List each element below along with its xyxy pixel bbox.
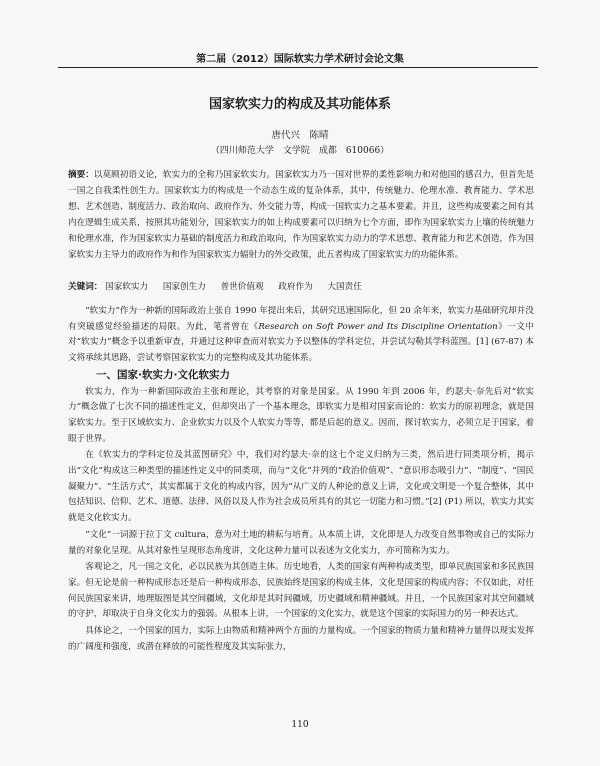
- keyword-item: 国家创生力: [162, 282, 206, 292]
- keywords-label: 关键词：: [68, 282, 103, 292]
- intro-text-part2: 》一文中对“软实力”概念予以重新审查，并通过这种审查而对软实力予以整体的学科定位，并尝试勾勒其学科蓝图。[1] (67-87) 本文将承续其思路，尝试考察国家软实力的完整构成及其功能体系。: [68, 321, 534, 364]
- page-number: 110: [291, 720, 309, 730]
- paper-title: 国家软实力的构成及其功能体系: [208, 97, 391, 112]
- english-book-title: Research on Soft Power and Its Discipline Orientation: [258, 321, 498, 332]
- keyword-item: 国家软实力: [105, 282, 149, 292]
- body-paragraph: 客观论之，凡一国之文化，必以民族为其创造主体。历史地看，人类的国家有两种构成类型，即单民族国家和多民族国家。但无论是前一种构成形态还是后一种构成形态，民族始终是国家的构成主体，文化是国家的构成内容；不仅如此，对任何民族国家来讲，地理版图是其空间疆域，文化却是其时间疆域，历史疆域和精神疆域。并且，一个民族国家对其空间疆域的守护，却取决于自身文化实力的强弱。从根本上讲，一个国家的文化实力，就是这个国家的实际国力的另一种表达式。: [68, 562, 534, 620]
- keyword-item: 政府作为: [278, 282, 313, 292]
- body-paragraph: 软实力，作为一种新国际政治主张和理论，其考察的对象是国家。从 1990 年到 2006 年，约瑟夫·奈先后对“软实力”概念做了七次不同的描述性定义，但却突出了一个基本理念，即软实力是相对国家而论的：软实力的原初理念，就是国家软实力。至于区域软实力、企业软实力以及个人软实力等等，都是后起的意义。因而，探讨软实力，必须立足于国家，着眼于世界。: [68, 386, 534, 444]
- running-head: 第二届（2012）国际软实力学术研讨会论文集: [196, 54, 404, 65]
- keywords: [68, 280, 534, 295]
- author-line: 唐代兴 陈晴: [271, 130, 329, 141]
- body-paragraph: “文化”一词源于拉丁文 cultura，意为对土地的耕耘与培育。从本质上讲，文化即是人力改变自然事物或自己的实际力量的对象化呈现。从其对象性呈现形态角度讲，文化这种力量可以表述为文化实力，亦可简称为实力。: [68, 529, 534, 556]
- keyword-item: 大国责任: [327, 282, 362, 292]
- abstract-text: 以莫顾初语义论，软实力的全称乃国家软实力。国家软实力乃一国对世界的柔性影响力和对他国的感召力，但首先是一国之自我柔性创生力。国家软实力的构成是一个动态生成的复杂体系，其中，传统魅力、伦理水准、教育能力、学术思想、艺术创造、制度活力、政治取向、政府作为、外交能力等，构成一国软实力之基本要素。并且，这些构成要素之间有其内在逻辑生成关系，按照其功能划分，国家软实力的如上构成要素可以归纳为七个方面，即作为国家软实力上壤的传统魅力和伦理水准，作为国家软实力基础的制度活力和政治取向，作为国家软实力动力的学术思想、教育能力和艺术创造，作为国家软实力主导力的政府作为和作为国家软实力辐射力的外交政策，此五者构成了国家软实力的功能体系。: [68, 170, 534, 260]
- keyword-item: 普世价值观: [220, 282, 264, 292]
- abstract-label: 摘要：: [68, 170, 94, 180]
- body-paragraph: 在《软实力的学科定位及其蓝图研究》中，我们对约瑟夫·奈的这七个定义归纳为三类，然后进行同类项分析，揭示出“文化”构成这三种类型的描述性定义中的同类项，而与“文化”并列的“政治价值观”、“意识形态吸引力”、“制度”、“国民凝聚力”、“生活方式”，其实都属于文化的构成内容，因为“从广义的人种论的意义上讲，文化或文明是一个复合整体，其中包括知识、信仰、艺术、道德、法律、风俗以及人作为社会成员所具有的其它一切能力和习惯。”[2] (P1) 所以，软实力其实就是文化软实力。: [68, 450, 534, 524]
- body-paragraph: 具体论之，一个国家的国力，实际上由物质和精神两个方面的力量构成。一个国家的物质力量和精神力量得以现实发挥的广阔度和强度，或潜在释放的可能性程度及其实际张力，: [68, 626, 534, 652]
- section-heading: 一、国家·软实力·文化软实力: [96, 368, 230, 381]
- intro-text-part1: “软实力”作为一种新的国际政治上张自 1990 年提出来后，其研究迅速国际化，但 20 余年来，软实力基础研究却并没有突破感觉经验描述的局限。为此，笔者曾在《: [68, 306, 534, 332]
- abstract: [68, 168, 534, 263]
- affiliation-line: （四川师范大学 文学院 成都 610066）: [210, 146, 390, 156]
- body-text: [68, 304, 534, 655]
- header-rule: [58, 67, 538, 68]
- intro-paragraph: [68, 304, 534, 367]
